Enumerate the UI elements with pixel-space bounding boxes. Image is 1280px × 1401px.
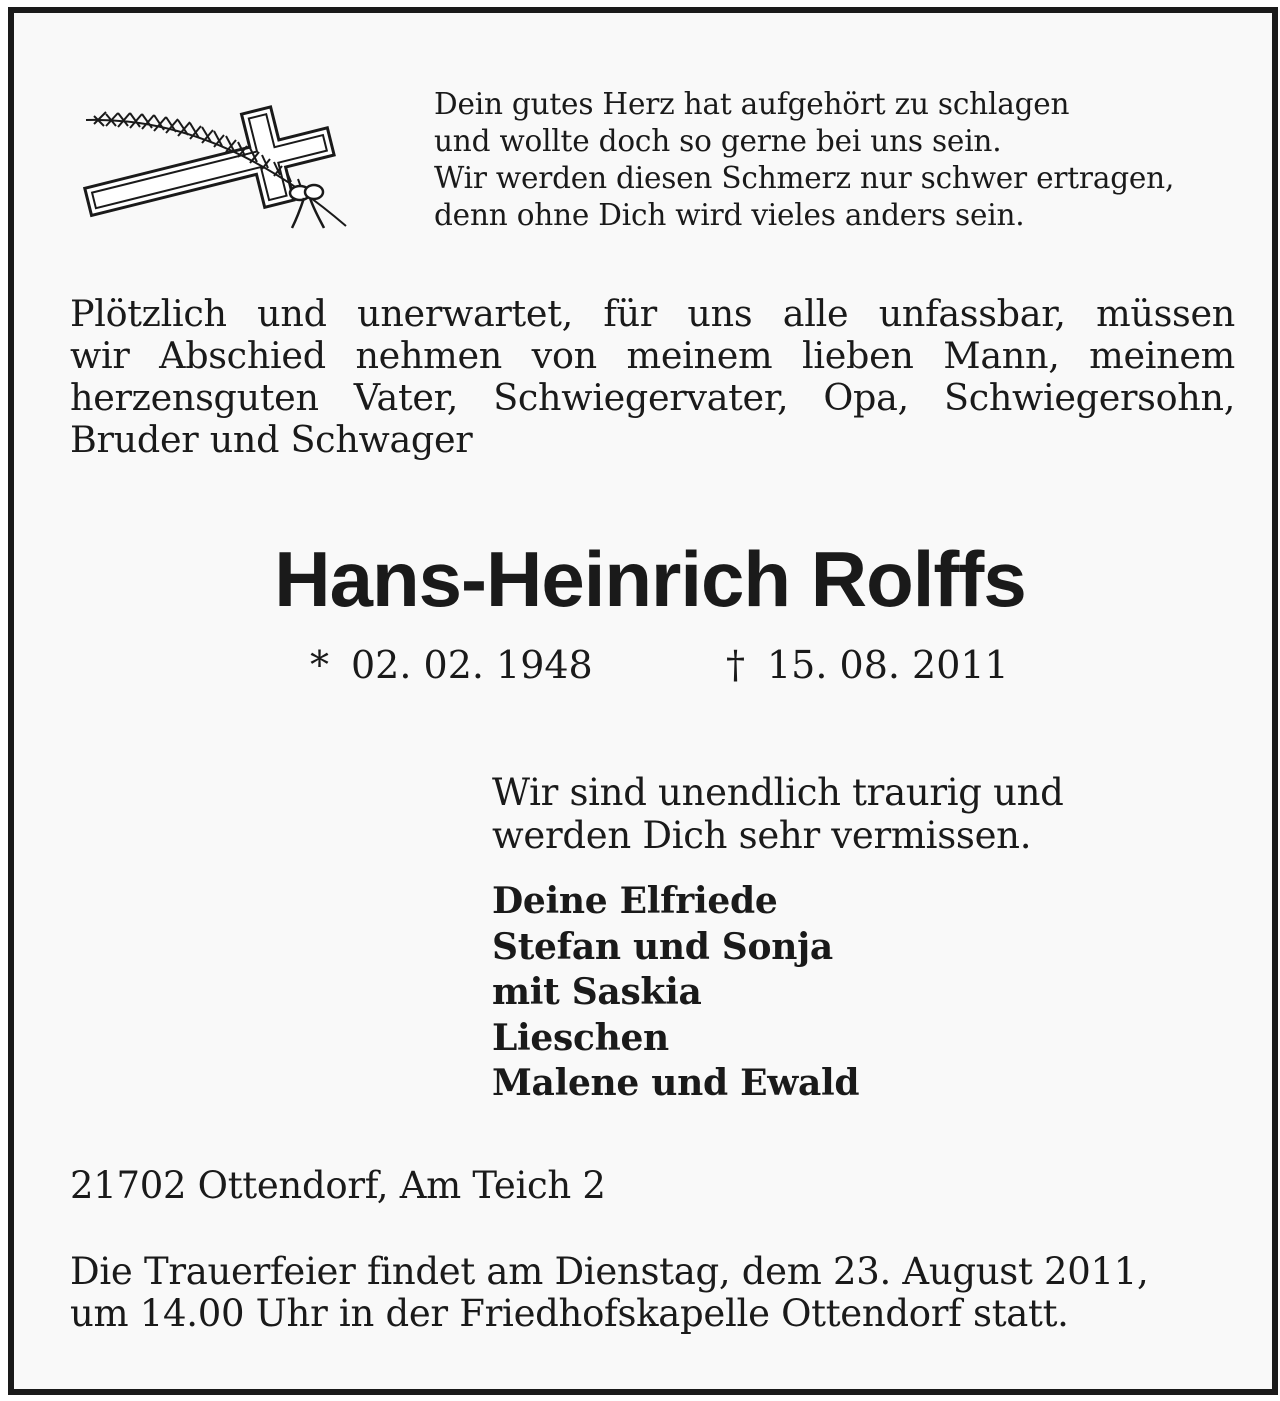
cross-with-palm-branch-icon [74,98,364,243]
poem-line: Wir werden diesen Schmerz nur schwer ertragen, [434,161,1175,195]
death-symbol: † [726,643,745,687]
closing-statement [492,771,1064,857]
funeral-service-notice [70,1251,1235,1335]
obituary-frame [8,7,1278,1395]
poem-verse [434,86,1244,234]
intro-line: wir Abschied nehmen von meinem lieben Mann, meinem [70,334,1235,377]
family-name: Malene und Ewald [492,1062,860,1104]
death-date-line [726,641,1009,689]
service-line: um 14.00 Uhr in der Friedhofskapelle Ottendorf statt. [70,1292,1069,1335]
birth-date-line [310,641,593,689]
family-name: Deine Elfriede [492,880,778,922]
poem-line: denn ohne Dich wird vieles anders sein. [434,198,1025,232]
intro-paragraph [70,293,1235,461]
birth-date: 02. 02. 1948 [351,643,593,687]
poem-line: Dein gutes Herz hat aufgehört zu schlagen [434,87,1070,121]
family-name: Lieschen [492,1016,669,1059]
service-line: Die Trauerfeier findet am Dienstag, dem 23. August 2011, [70,1250,1149,1293]
family-signatures [492,879,859,1107]
poem-line: und wollte doch so gerne bei uns sein. [434,124,1002,158]
address: 21702 Ottendorf, Am Teich 2 [70,1164,606,1207]
intro-line: Bruder und Schwager [70,418,473,461]
closing-line: Wir sind unendlich traurig und [492,771,1064,814]
closing-line: werden Dich sehr vermissen. [492,814,1032,857]
birth-symbol: * [310,643,329,687]
family-name: Stefan und Sonja [492,925,833,968]
intro-line: herzensguten Vater, Schwiegervater, Opa, Schwiegersohn, [70,376,1235,419]
death-date: 15. 08. 2011 [767,643,1009,687]
intro-line: Plötzlich und unerwartet, für uns alle unfassbar, müssen [70,292,1235,335]
family-name: mit Saskia [492,971,702,1013]
deceased-name: Hans-Heinrich Rolffs [274,535,1026,623]
